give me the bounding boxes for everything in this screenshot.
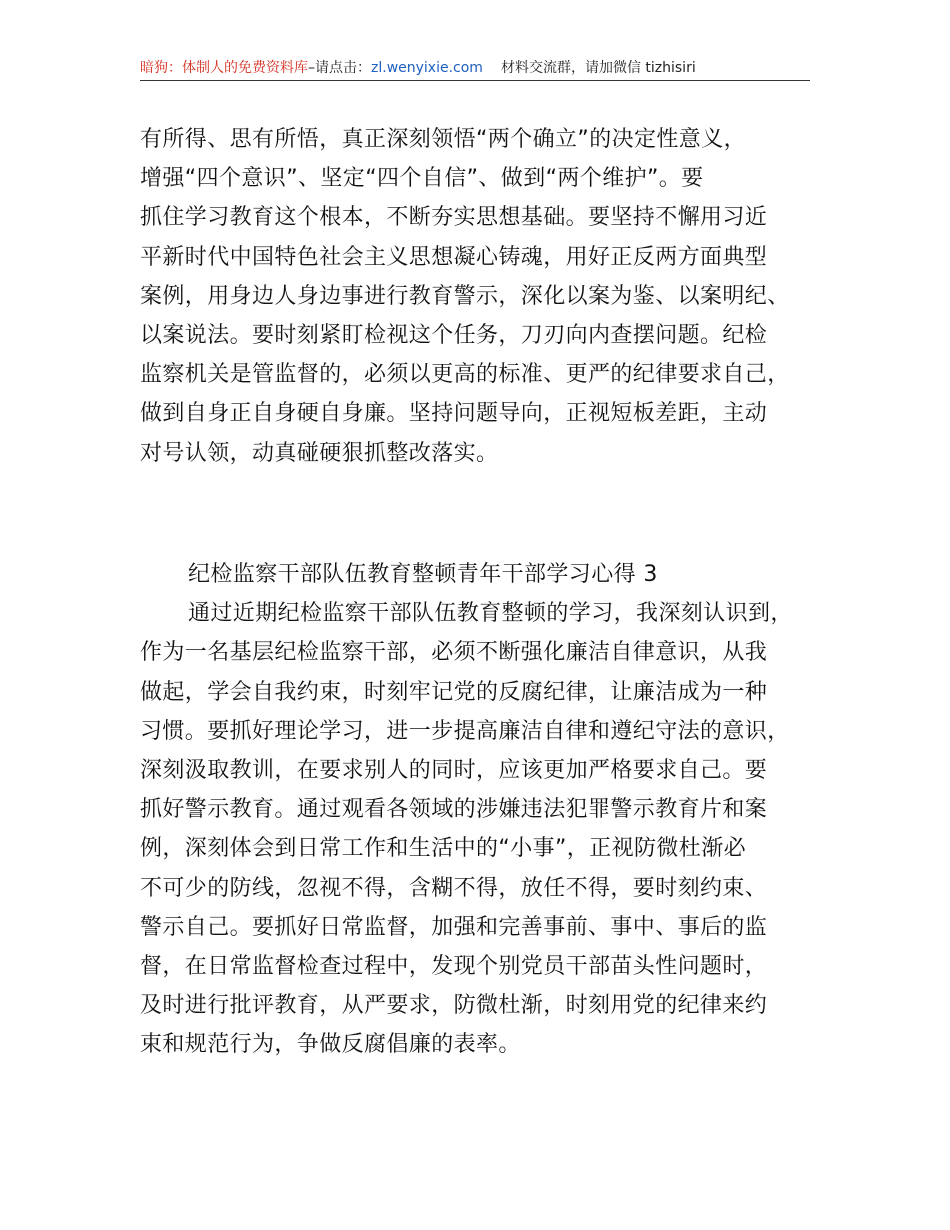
text-line: 抓好警示教育。通过观看各领域的涉嫌违法犯罪警示教育片和案 [140, 797, 768, 823]
header-prompt: –请点击： [308, 60, 371, 76]
section-title: 纪检监察干部队伍教育整顿青年干部学习心得 3 [188, 562, 658, 587]
text-line: 做到自身正自身硬自身廉。坚持问题导向，正视短板差距，主动 [140, 401, 768, 427]
text-line: 做起，学会自我约束，时刻牢记党的反腐纪律，让廉洁成为一种 [140, 679, 768, 705]
text-line: 案例，用身边人身边事进行教育警示，深化以案为鉴、以案明纪、 [140, 283, 790, 309]
text-line: 习惯。要抓好理论学习，进一步提高廉洁自律和遵纪守法的意识， [140, 718, 790, 744]
text-line: 平新时代中国特色社会主义思想凝心铸魂，用好正反两方面典型 [140, 244, 768, 270]
text-line: 对号认领，动真碰硬狠抓整改落实。 [140, 440, 499, 466]
text-line: 束和规范行为，争做反腐倡廉的表率。 [140, 1032, 521, 1058]
header-brand: 暗狗：体制人的免费资料库 [140, 60, 308, 76]
text-line: 以案说法。要时刻紧盯检视这个任务，刀刃向内查摆问题。纪检 [140, 322, 768, 348]
text-line: 抓住学习教育这个根本，不断夯实思想基础。要坚持不懈用习近 [140, 205, 768, 231]
header-link[interactable]: zl.wenyixie.com [371, 60, 483, 76]
text-line: 深刻汲取教训，在要求别人的同时，应该更加严格要求自己。要 [140, 757, 768, 783]
text-line: 及时进行批评教育，从严要求，防微杜渐，时刻用党的纪律来约 [140, 993, 768, 1019]
paragraph-continued [140, 120, 810, 473]
text-line: 例，深刻体会到日常工作和生活中的“小事”，正视防微杜渐必 [140, 836, 746, 862]
text-line: 督，在日常监督检查过程中，发现个别党员干部苗头性问题时， [140, 953, 768, 979]
text-line: 作为一名基层纪检监察干部，必须不断强化廉洁自律意识，从我 [140, 640, 768, 666]
text-line: 增强“四个意识”、坚定“四个自信”、做到“两个维护”。要 [140, 166, 704, 192]
text-line: 警示自己。要抓好日常监督，加强和完善事前、事中、事后的监 [140, 914, 768, 940]
text-line: 监察机关是管监督的，必须以更高的标准、更严的纪律要求自己， [140, 362, 790, 388]
text-line: 通过近期纪检监察干部队伍教育整顿的学习，我深刻认识到， [188, 601, 793, 627]
page-header [140, 58, 810, 81]
text-line: 不可少的防线，忽视不得，含糊不得，放任不得，要时刻约束、 [140, 875, 768, 901]
text-line: 有所得、思有所悟，真正深刻领悟“两个确立”的决定性意义， [140, 127, 746, 152]
section-3 [140, 555, 810, 1064]
header-contact: 材料交流群，请加微信 tizhisiri [500, 60, 696, 76]
